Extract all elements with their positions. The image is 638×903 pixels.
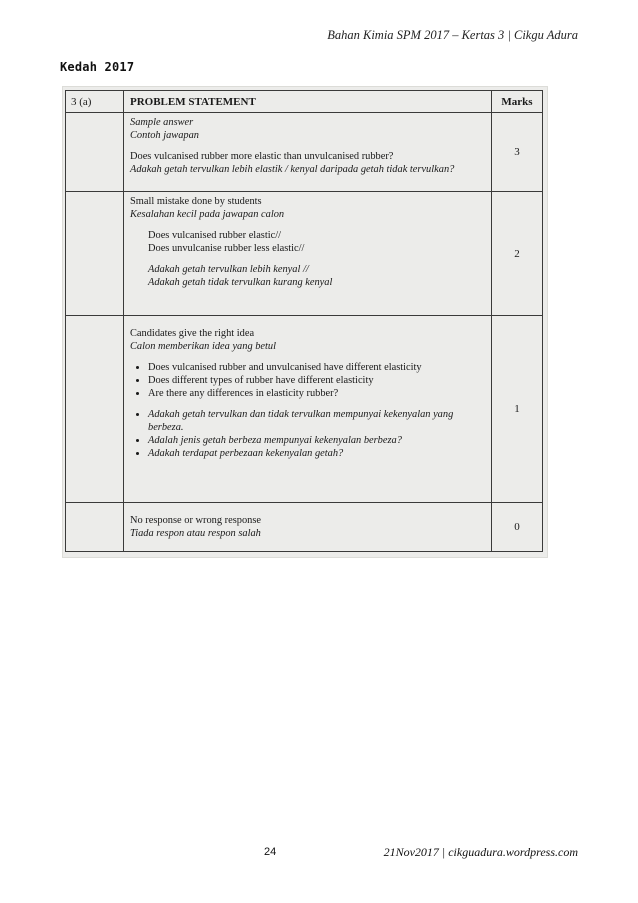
bullet-list-en bbox=[130, 361, 485, 400]
page-number: 24 bbox=[264, 846, 277, 858]
criteria-cell bbox=[124, 503, 492, 552]
bullet-list-ms bbox=[130, 408, 485, 460]
criteria-label-en: Sample answer bbox=[130, 117, 194, 129]
list-item: • Adakah terdapat perbezaan kekenyalan getah? bbox=[148, 447, 485, 460]
mark-value: 3 bbox=[492, 113, 543, 192]
criteria-cell bbox=[124, 113, 492, 192]
page-header: Bahan Kimia SPM 2017 – Kertas 3 | Cikgu Adura bbox=[327, 28, 578, 42]
list-item: • Does different types of rubber have different elasticity bbox=[148, 374, 485, 387]
scanned-rubric-image bbox=[62, 86, 548, 558]
marking-scheme-table bbox=[65, 90, 543, 552]
list-item: • Adakah getah tervulkan dan tidak tervulkan mempunyai kekenyalan yang berbeza. bbox=[148, 408, 485, 434]
mark-value: 2 bbox=[492, 192, 543, 316]
section-title: Kedah 2017 bbox=[60, 60, 135, 74]
list-item: • Does vulcanised rubber and unvulcanised have different elasticity bbox=[148, 361, 485, 374]
answer-ms: Adakah getah tervulkan lebih elastik / kenyal daripada getah tidak tervulkan? bbox=[130, 164, 455, 176]
list-item: • Adalah jenis getah berbeza mempunyai kekenyalan berbeza? bbox=[148, 434, 485, 447]
footer-date-site: 21Nov2017 | cikguadura.wordpress.com bbox=[383, 845, 578, 859]
table-row bbox=[66, 503, 543, 552]
answer-line: Does vulcanised rubber elastic// bbox=[148, 230, 282, 242]
mark-value: 1 bbox=[492, 316, 543, 503]
criteria-label-ms: Contoh jawapan bbox=[130, 130, 199, 142]
table-row bbox=[66, 192, 543, 316]
criteria-label-en: Candidates give the right idea bbox=[130, 328, 255, 340]
answer-en: Does vulcanised rubber more elastic than unvulcanised rubber? bbox=[130, 151, 394, 163]
problem-statement-header: PROBLEM STATEMENT bbox=[124, 91, 492, 113]
question-cell bbox=[66, 113, 124, 192]
criteria-label-en: Small mistake done by students bbox=[130, 196, 262, 208]
question-cell bbox=[66, 192, 124, 316]
question-cell bbox=[66, 503, 124, 552]
list-item: • Are there any differences in elasticity rubber? bbox=[148, 387, 485, 400]
question-cell bbox=[66, 316, 124, 503]
answer-line: Adakah getah tervulkan lebih kenyal // bbox=[148, 264, 309, 276]
criteria-cell bbox=[124, 316, 492, 503]
criteria-label-ms: Kesalahan kecil pada jawapan calon bbox=[130, 209, 285, 221]
mark-value: 0 bbox=[492, 503, 543, 552]
criteria-label-ms: Calon memberikan idea yang betul bbox=[130, 341, 277, 353]
question-number-header: 3 (a) bbox=[66, 91, 124, 113]
criteria-cell bbox=[124, 192, 492, 316]
criteria-label-ms: Tiada respon atau respon salah bbox=[130, 528, 261, 540]
table-row bbox=[66, 316, 543, 503]
table-row bbox=[66, 113, 543, 192]
criteria-label-en: No response or wrong response bbox=[130, 515, 262, 527]
answer-line: Adakah getah tidak tervulkan kurang kenyal bbox=[148, 277, 333, 289]
marks-header: Marks bbox=[492, 91, 543, 113]
answer-line: Does unvulcanise rubber less elastic// bbox=[148, 243, 305, 255]
table-header-row bbox=[66, 91, 543, 113]
